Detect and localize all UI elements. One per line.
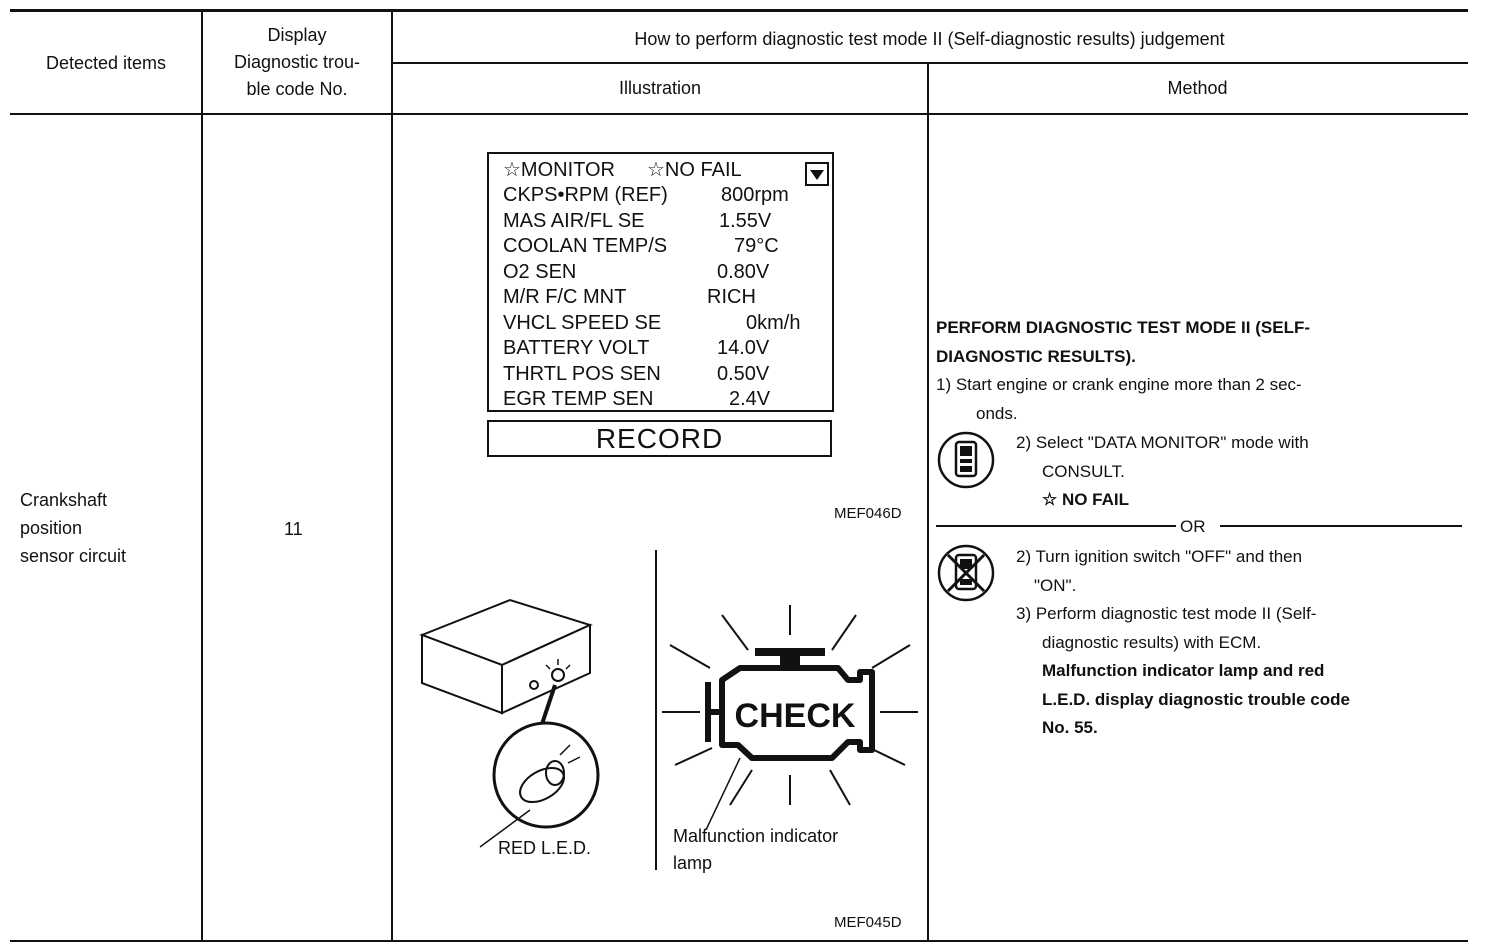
mil-label-line2: lamp	[673, 853, 713, 873]
header-display-line3: ble code No.	[246, 79, 348, 99]
no-tester-icon	[936, 543, 996, 603]
monitor-item-value: RICH	[707, 286, 756, 308]
col-divider-1	[201, 10, 203, 941]
monitor-item-value: 0km/h	[746, 311, 801, 334]
header-bottom-border	[10, 113, 1468, 115]
detected-item-line3: sensor circuit	[20, 546, 127, 566]
detected-item-line2: position	[20, 518, 83, 538]
detected-item	[20, 486, 126, 570]
table-bottom-border	[10, 940, 1468, 942]
ecm-red-led-illustration	[410, 585, 610, 865]
monitor-item-label: CKPS•RPM (REF)	[503, 184, 668, 206]
step3-bold3: No. 55.	[1042, 718, 1098, 737]
step3-bold2: L.E.D. display diagnostic trouble code	[1042, 689, 1350, 709]
record-button: RECORD	[487, 420, 832, 457]
method-title-line1: PERFORM DIAGNOSTIC TEST MODE II (SELF-	[936, 318, 1310, 337]
col-divider-3	[927, 62, 929, 941]
method-step3	[1016, 600, 1350, 743]
method-step1	[936, 371, 1302, 428]
or-label: OR	[1180, 517, 1206, 536]
figure-code-mef045d: MEF045D	[834, 914, 902, 931]
monitor-item-label: THRTL POS SEN	[503, 362, 661, 385]
monitor-item-label: O2 SEN	[503, 260, 577, 283]
step1-line1: 1) Start engine or crank engine more than 2 sec-	[936, 375, 1302, 394]
or-divider-right	[1220, 525, 1462, 527]
monitor-header-right: ☆NO FAIL	[647, 159, 742, 181]
check-lamp-text: CHECK	[734, 697, 856, 735]
figure-code-mef046d: MEF046D	[834, 505, 902, 522]
step2b-line1: 2) Turn ignition switch "OFF" and then	[1016, 547, 1303, 566]
header-sub-divider	[392, 62, 1468, 64]
header-display-line2: Diagnostic trou-	[233, 52, 361, 72]
monitor-item-value: 800rpm	[721, 184, 789, 206]
monitor-item-value: 0.50V	[717, 362, 770, 385]
detected-item-line1: Crankshaft	[20, 490, 108, 510]
step2a-line2: CONSULT.	[1042, 461, 1125, 481]
header-display-code	[203, 22, 391, 103]
check-engine-lamp-illustration	[660, 600, 920, 830]
monitor-item-value: 1.55V	[719, 209, 772, 232]
monitor-item-label: COOLAN TEMP/S	[503, 235, 668, 257]
step3-line1: 3) Perform diagnostic test mode II (Self-	[1016, 604, 1317, 623]
monitor-item-label: MAS AIR/FL SE	[503, 209, 645, 232]
or-divider-left	[936, 525, 1176, 527]
red-led-label: RED L.E.D.	[498, 838, 592, 858]
step1-line2: onds.	[976, 403, 1018, 423]
monitor-item-label: VHCL SPEED SE	[503, 311, 662, 334]
monitor-item-label: BATTERY VOLT	[503, 337, 650, 359]
monitor-item-label: M/R F/C MNT	[503, 286, 627, 308]
header-illustration: Illustration	[618, 78, 702, 98]
step2a-line1: 2) Select "DATA MONITOR" mode with	[1016, 433, 1309, 452]
monitor-item-value: 79°C	[734, 235, 779, 257]
step2b-line2: "ON".	[1034, 575, 1077, 595]
method-title	[936, 314, 1310, 371]
step3-line2: diagnostic results) with ECM.	[1042, 632, 1262, 652]
consult-monitor-screen	[487, 152, 834, 412]
col-divider-2	[391, 10, 393, 941]
illustration-divider	[655, 550, 657, 870]
method-title-line2: DIAGNOSTIC RESULTS).	[936, 346, 1136, 366]
monitor-item-label: EGR TEMP SEN	[503, 388, 654, 410]
header-display-line1: Display	[267, 25, 327, 45]
monitor-item-value: 0.80V	[717, 260, 770, 283]
monitor-header-left: ☆MONITOR	[503, 159, 616, 181]
step2a-line3: ☆ NO FAIL	[1042, 490, 1130, 509]
trouble-code: 11	[284, 519, 303, 539]
header-judgement-title: How to perform diagnostic test mode II (Self-diagnostic results) judgement	[634, 29, 1225, 49]
monitor-item-value: 14.0V	[717, 337, 770, 359]
scroll-down-icon	[805, 162, 829, 186]
malfunction-indicator-label	[673, 823, 838, 877]
method-step2b	[1016, 543, 1302, 600]
method-step2a	[1016, 429, 1309, 515]
header-detected-items: Detected items	[45, 53, 167, 73]
mil-label-line1: Malfunction indicator	[673, 826, 839, 846]
table-top-border	[10, 9, 1468, 12]
header-method: Method	[1167, 78, 1228, 98]
step3-bold1: Malfunction indicator lamp and red	[1042, 661, 1325, 680]
consult-tester-icon	[936, 430, 996, 490]
monitor-item-value: 2.4V	[729, 388, 771, 410]
